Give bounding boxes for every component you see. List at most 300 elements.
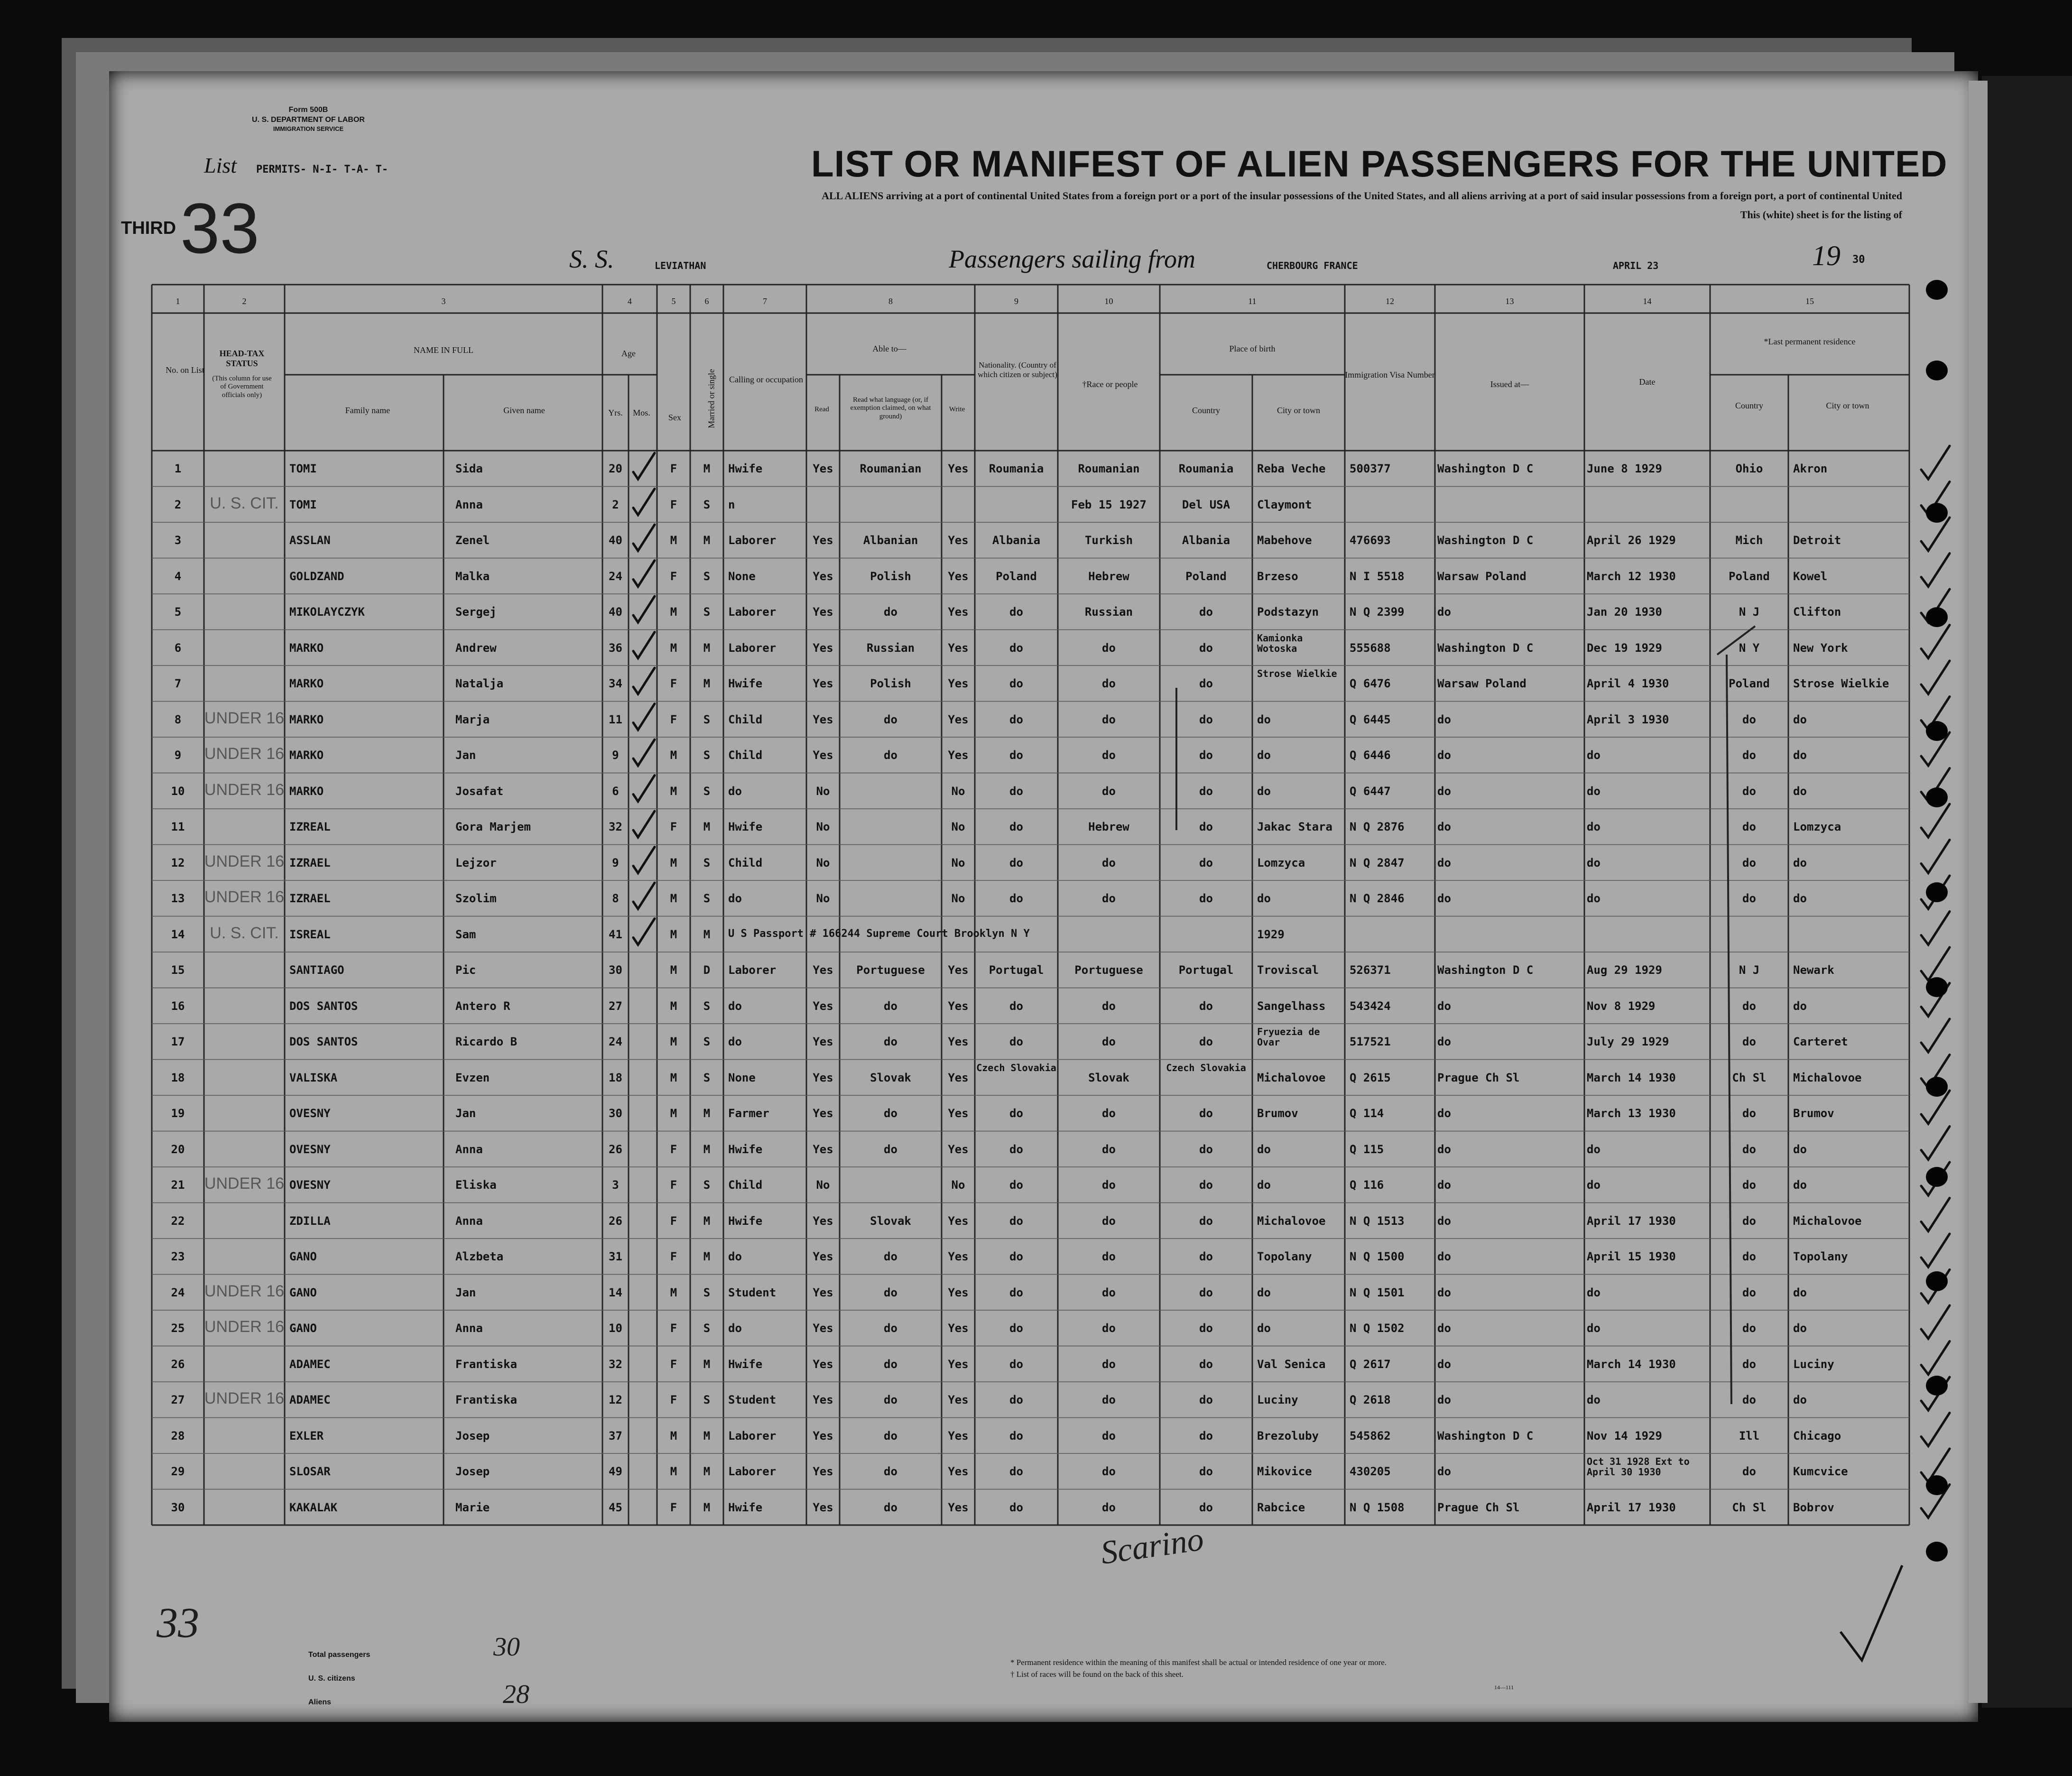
read-language: do (884, 1035, 897, 1048)
age-years: 30 (609, 963, 622, 977)
birth-city: Rabcice (1257, 1500, 1305, 1514)
header-married: Married or single (706, 369, 716, 428)
occupation: do (728, 1035, 742, 1048)
visa-number: Q 6476 (1350, 677, 1391, 690)
visa-number: Q 2615 (1350, 1071, 1391, 1084)
can-read: Yes (813, 1500, 833, 1514)
can-write: Yes (948, 1429, 969, 1443)
race: Turkish (1084, 534, 1133, 547)
occupation: do (728, 1250, 742, 1263)
row-number: 16 (171, 999, 185, 1013)
sex: F (670, 677, 677, 690)
family-name: MARKO (289, 677, 324, 690)
visa-date: do (1587, 820, 1600, 833)
age-years: 30 (609, 1107, 622, 1120)
residence-country: N J (1739, 605, 1760, 619)
birth-country: Poland (1185, 569, 1227, 583)
nationality: do (1009, 1357, 1023, 1371)
header-read: Read (814, 406, 829, 413)
occupation: U S Passport # 166244 Supreme Court Brooklyn N Y (728, 927, 1030, 940)
given-name: Jan (455, 1107, 476, 1120)
header-race: †Race or people (1082, 379, 1138, 389)
issued-at: do (1437, 892, 1451, 905)
sex: M (670, 749, 677, 762)
given-name: Josep (455, 1429, 490, 1443)
column-number: 15 (1805, 296, 1814, 306)
age-years: 18 (609, 1071, 622, 1084)
visa-date: Nov 8 1929 (1587, 999, 1656, 1013)
can-read: No (816, 820, 830, 833)
visa-number: 500377 (1350, 462, 1391, 475)
binding-hole (1926, 1077, 1948, 1097)
can-write: No (951, 1178, 965, 1192)
birth-country: do (1199, 856, 1213, 870)
age-years: 9 (612, 856, 619, 870)
issued-at: Washington D C (1437, 963, 1534, 977)
check-mark (1921, 1198, 1950, 1231)
race: Hebrew (1088, 569, 1129, 583)
occupation: Child (728, 749, 763, 762)
read-language: Slovak (870, 1214, 911, 1228)
nationality: do (1009, 1500, 1023, 1514)
nationality: do (1009, 749, 1023, 762)
can-read: Yes (813, 1286, 833, 1299)
visa-date: April 17 1930 (1587, 1500, 1676, 1514)
column-number: 14 (1643, 296, 1652, 306)
marital-status: S (703, 784, 711, 798)
sex: F (670, 1178, 677, 1192)
binding-hole (1926, 882, 1948, 902)
age-years: 40 (609, 534, 622, 547)
birth-city: Kamionka Wotoska (1257, 632, 1303, 654)
header-no-on-list: No. on List (166, 365, 204, 375)
read-language: do (884, 1250, 897, 1263)
residence-city: Newark (1793, 963, 1834, 977)
occupation: Laborer (728, 605, 777, 619)
marital-status: S (703, 1035, 711, 1048)
sex: M (670, 534, 677, 547)
check-mark (1921, 446, 1950, 479)
residence-country: do (1742, 820, 1756, 833)
birth-city: Luciny (1257, 1393, 1298, 1406)
residence-city: Bobrov (1793, 1500, 1834, 1514)
given-name: Josep (455, 1465, 490, 1478)
head-tax-status: UNDER 16 (204, 888, 285, 906)
can-write: No (951, 892, 965, 905)
marital-status: S (703, 856, 711, 870)
sex: M (670, 856, 677, 870)
age-years: 3 (612, 1178, 619, 1192)
can-read: No (816, 1178, 830, 1192)
can-write: Yes (948, 605, 969, 619)
given-name: Anna (455, 1142, 483, 1156)
column-number: 3 (441, 296, 446, 306)
birth-country: do (1199, 712, 1213, 726)
birth-country: do (1199, 892, 1213, 905)
row-number: 4 (174, 569, 182, 583)
birth-country: Del USA (1182, 498, 1230, 511)
family-name: IZRAEL (289, 856, 331, 870)
nationality: do (1009, 999, 1023, 1013)
race: do (1102, 1107, 1116, 1120)
issued-at: Prague Ch Sl (1437, 1500, 1520, 1514)
visa-number: Q 6445 (1350, 712, 1391, 726)
can-read: Yes (813, 1142, 833, 1156)
sailing-label: Passengers sailing from (949, 245, 1196, 273)
residence-city: do (1793, 1178, 1807, 1192)
can-write: Yes (948, 1071, 969, 1084)
birth-city: Podstazyn (1257, 605, 1319, 619)
sex: F (670, 569, 677, 583)
race: do (1102, 641, 1116, 655)
binding-hole (1926, 280, 1948, 300)
age-years: 12 (609, 1393, 622, 1406)
nationality: do (1009, 1429, 1023, 1443)
residence-country: do (1742, 856, 1756, 870)
head-tax-status: UNDER 16 (204, 1282, 285, 1300)
sex: F (670, 1214, 677, 1228)
given-name: Malka (455, 569, 490, 583)
can-write: Yes (948, 1107, 969, 1120)
residence-city: Clifton (1793, 605, 1841, 619)
sex: M (670, 641, 677, 655)
nationality: do (1009, 1465, 1023, 1478)
can-write: Yes (948, 1357, 969, 1371)
header-res-city: City or town (1826, 401, 1869, 410)
marital-status: S (703, 749, 711, 762)
handwritten-signature: Scarino (1098, 1521, 1206, 1572)
row-number: 22 (171, 1214, 185, 1228)
birth-country: do (1199, 1286, 1213, 1299)
can-read: Yes (813, 462, 833, 475)
residence-country: do (1742, 999, 1756, 1013)
age-years: 6 (612, 784, 619, 798)
race: Roumanian (1078, 462, 1140, 475)
read-language: do (884, 712, 897, 726)
head-tax-status: UNDER 16 (204, 709, 285, 727)
row-number: 18 (171, 1071, 185, 1084)
marital-status: S (703, 605, 711, 619)
family-name: SLOSAR (289, 1465, 331, 1478)
age-years: 27 (609, 999, 622, 1013)
can-write: Yes (948, 462, 969, 475)
visa-date: do (1587, 749, 1600, 762)
header-issued-at: Issued at— (1490, 379, 1529, 389)
check-mark (1921, 947, 1950, 980)
age-check-mark (633, 776, 655, 802)
occupation: Hwife (728, 1357, 763, 1371)
header-visa-number: Immigration Visa Number (1345, 370, 1435, 379)
birth-city: Sangelhass (1257, 999, 1326, 1013)
read-language: do (884, 1465, 897, 1478)
occupation: n (728, 498, 735, 511)
can-read: Yes (813, 605, 833, 619)
binding-hole (1926, 607, 1948, 627)
column-number: 10 (1104, 296, 1113, 306)
row-number: 26 (171, 1357, 185, 1371)
race: do (1102, 1500, 1116, 1514)
birth-country: do (1199, 820, 1213, 833)
nationality: do (1009, 1214, 1023, 1228)
issued-at: do (1437, 1035, 1451, 1048)
read-language: do (884, 1429, 897, 1443)
head-tax-status: UNDER 16 (204, 852, 285, 870)
issued-at: do (1437, 820, 1451, 833)
occupation: Farmer (728, 1107, 769, 1120)
residence-country: Poland (1729, 677, 1770, 690)
residence-country: do (1742, 1286, 1756, 1299)
given-name: Sida (455, 462, 483, 475)
residence-city: do (1793, 856, 1807, 870)
issued-at: do (1437, 856, 1451, 870)
birth-city: do (1257, 1286, 1271, 1299)
visa-date: Aug 29 1929 (1587, 963, 1662, 977)
visa-number: Q 6446 (1350, 749, 1391, 762)
race: do (1102, 1142, 1116, 1156)
issued-at: do (1437, 1465, 1451, 1478)
race: do (1102, 892, 1116, 905)
residence-city: do (1793, 749, 1807, 762)
age-check-mark (633, 919, 655, 945)
residence-city: do (1793, 999, 1807, 1013)
visa-date: June 8 1929 (1587, 462, 1662, 475)
marital-status: M (703, 1357, 711, 1371)
read-language: do (884, 1393, 897, 1406)
race: do (1102, 784, 1116, 798)
residence-country: do (1742, 1357, 1756, 1371)
given-name: Eliska (455, 1178, 497, 1192)
check-mark (1921, 625, 1950, 658)
birth-city: Mikovice (1257, 1465, 1312, 1478)
family-name: OVESNY (289, 1178, 331, 1192)
can-write: Yes (948, 1465, 969, 1478)
given-name: Frantiska (455, 1357, 518, 1371)
residence-city: do (1793, 712, 1807, 726)
given-name: Sergej (455, 605, 497, 619)
issued-at: do (1437, 1286, 1451, 1299)
residence-city: Carteret (1793, 1035, 1848, 1048)
family-name: TOMI (289, 498, 317, 511)
visa-date: do (1587, 1286, 1600, 1299)
visa-date: April 4 1930 (1587, 677, 1669, 690)
visa-date: do (1587, 1178, 1600, 1192)
visa-date: do (1587, 856, 1600, 870)
marital-status: M (703, 462, 711, 475)
list-label: List (204, 153, 237, 177)
can-read: Yes (813, 677, 833, 690)
residence-country: do (1742, 1107, 1756, 1120)
occupation: Child (728, 1178, 763, 1192)
race: do (1102, 1035, 1116, 1048)
age-check-mark (633, 740, 655, 766)
birth-city: do (1257, 1322, 1271, 1335)
form-number: Form 500B (288, 106, 328, 114)
sex: F (670, 1142, 677, 1156)
visa-number: Q 114 (1350, 1107, 1384, 1120)
header-birth-country: Country (1192, 406, 1220, 415)
visa-number: Q 116 (1350, 1178, 1384, 1192)
birth-city: Jakac Stara (1257, 820, 1332, 833)
check-mark (1921, 840, 1950, 873)
marital-status: S (703, 999, 711, 1013)
can-write: Yes (948, 1322, 969, 1335)
given-name: Anna (455, 1322, 483, 1335)
residence-country: N J (1739, 963, 1760, 977)
nationality: do (1009, 1035, 1023, 1048)
visa-date: April 17 1930 (1587, 1214, 1676, 1228)
residence-city: do (1793, 1142, 1807, 1156)
birth-city: Fryuezia de Ovar (1257, 1026, 1320, 1048)
visa-number: Q 2617 (1350, 1357, 1391, 1371)
birth-country: do (1199, 641, 1213, 655)
header-family-name: Family name (345, 406, 390, 415)
age-check-mark (633, 489, 655, 515)
birth-city: do (1257, 712, 1271, 726)
ss-label: S. S. (569, 245, 614, 273)
given-name: Ricardo B (455, 1035, 518, 1048)
birth-city: do (1257, 1142, 1271, 1156)
residence-city: Brumov (1793, 1107, 1834, 1120)
family-name: KAKALAK (289, 1500, 338, 1514)
sex: F (670, 1357, 677, 1371)
can-write: Yes (948, 712, 969, 726)
read-language: do (884, 1142, 897, 1156)
column-number: 5 (671, 296, 676, 306)
can-read: Yes (813, 712, 833, 726)
header-name-in-full: NAME IN FULL (414, 345, 473, 355)
race: do (1102, 856, 1116, 870)
department-name: U. S. DEPARTMENT OF LABOR (252, 115, 365, 124)
binding-hole (1926, 361, 1948, 380)
can-read: Yes (813, 1250, 833, 1263)
sex: F (670, 462, 677, 475)
check-mark (1921, 1341, 1950, 1375)
birth-city: do (1257, 749, 1271, 762)
row-number: 23 (171, 1250, 185, 1263)
issued-at: do (1437, 1214, 1451, 1228)
residence-city: Topolany (1793, 1250, 1848, 1263)
given-name: Gora Marjem (455, 820, 531, 833)
header-nationality: Nationality. (Country of which citizen or subject) (978, 361, 1057, 379)
visa-number: N Q 1501 (1350, 1286, 1405, 1299)
ship-name: LEVIATHAN (655, 260, 706, 271)
residence-country: do (1742, 1393, 1756, 1406)
binding-hole (1926, 977, 1948, 997)
age-years: 24 (609, 1035, 622, 1048)
marital-status: M (703, 534, 711, 547)
issued-at: do (1437, 749, 1451, 762)
race: do (1102, 1286, 1116, 1299)
age-years: 9 (612, 749, 619, 762)
age-check-mark (633, 632, 655, 658)
check-mark (1921, 1413, 1950, 1446)
manifest-subtitle-2: This (white) sheet is for the listing of (1740, 209, 1902, 221)
given-name: Szolim (455, 892, 497, 905)
read-language: do (884, 1107, 897, 1120)
birth-country: do (1199, 999, 1213, 1013)
residence-city: do (1793, 784, 1807, 798)
read-language: do (884, 1357, 897, 1371)
occupation: do (728, 1322, 742, 1335)
sex: M (670, 1071, 677, 1084)
visa-date: March 12 1930 (1587, 569, 1676, 583)
marital-status: S (703, 1322, 711, 1335)
family-name: GANO (289, 1286, 317, 1299)
read-language: Russian (866, 641, 915, 655)
nationality: do (1009, 820, 1023, 833)
residence-country: do (1742, 712, 1756, 726)
check-mark (1921, 912, 1950, 945)
occupation: Laborer (728, 963, 777, 977)
birth-country: do (1199, 1142, 1213, 1156)
age-years: 31 (609, 1250, 622, 1263)
head-tax-status: U. S. CIT. (210, 924, 279, 942)
residence-city: Michalovoe (1793, 1071, 1862, 1084)
residence-country: do (1742, 1178, 1756, 1192)
row-number: 9 (174, 749, 182, 762)
residence-country: Poland (1729, 569, 1770, 583)
age-years: 20 (609, 462, 622, 475)
age-check-mark (633, 596, 655, 622)
can-read: No (816, 856, 830, 870)
column-number: 8 (888, 296, 893, 306)
row-number: 8 (174, 712, 182, 726)
birth-country: do (1199, 1465, 1213, 1478)
family-name: ADAMEC (289, 1393, 331, 1406)
occupation: Hwife (728, 462, 763, 475)
race: do (1102, 999, 1116, 1013)
residence-city: Strose Wielkie (1793, 677, 1889, 690)
occupation: Student (728, 1393, 777, 1406)
occupation: Laborer (728, 641, 777, 655)
check-mark (1921, 1234, 1950, 1267)
marital-status: M (703, 1429, 711, 1443)
birth-city: Mabehove (1257, 534, 1312, 547)
read-language: do (884, 605, 897, 619)
occupation: do (728, 784, 742, 798)
residence-country: do (1742, 749, 1756, 762)
nationality: do (1009, 784, 1023, 798)
can-write: Yes (948, 534, 969, 547)
issued-at: do (1437, 605, 1451, 619)
birth-country: do (1199, 784, 1213, 798)
column-number: 13 (1505, 296, 1514, 306)
residence-city: do (1793, 892, 1807, 905)
marital-status: M (703, 1500, 711, 1514)
family-name: TOMI (289, 462, 317, 475)
class-label: THIRD (121, 218, 176, 238)
birth-city: Reba Veche (1257, 462, 1326, 475)
column-number: 6 (704, 296, 709, 306)
marital-status: M (703, 641, 711, 655)
residence-country: do (1742, 1142, 1756, 1156)
issued-at: do (1437, 1250, 1451, 1263)
read-language: Portuguese (856, 963, 925, 977)
issued-at: do (1437, 1142, 1451, 1156)
row-number: 11 (171, 820, 185, 833)
birth-country: do (1199, 1035, 1213, 1048)
age-years: 26 (609, 1214, 622, 1228)
residence-country: do (1742, 784, 1756, 798)
birth-country: Roumania (1178, 462, 1234, 475)
residence-country: Ill (1739, 1429, 1760, 1443)
residence-country: do (1742, 892, 1756, 905)
read-language: Slovak (870, 1071, 911, 1084)
residence-country: do (1742, 1214, 1756, 1228)
row-number: 1 (174, 462, 182, 475)
binding-hole (1926, 1271, 1948, 1291)
residence-country: Ch Sl (1732, 1500, 1767, 1514)
